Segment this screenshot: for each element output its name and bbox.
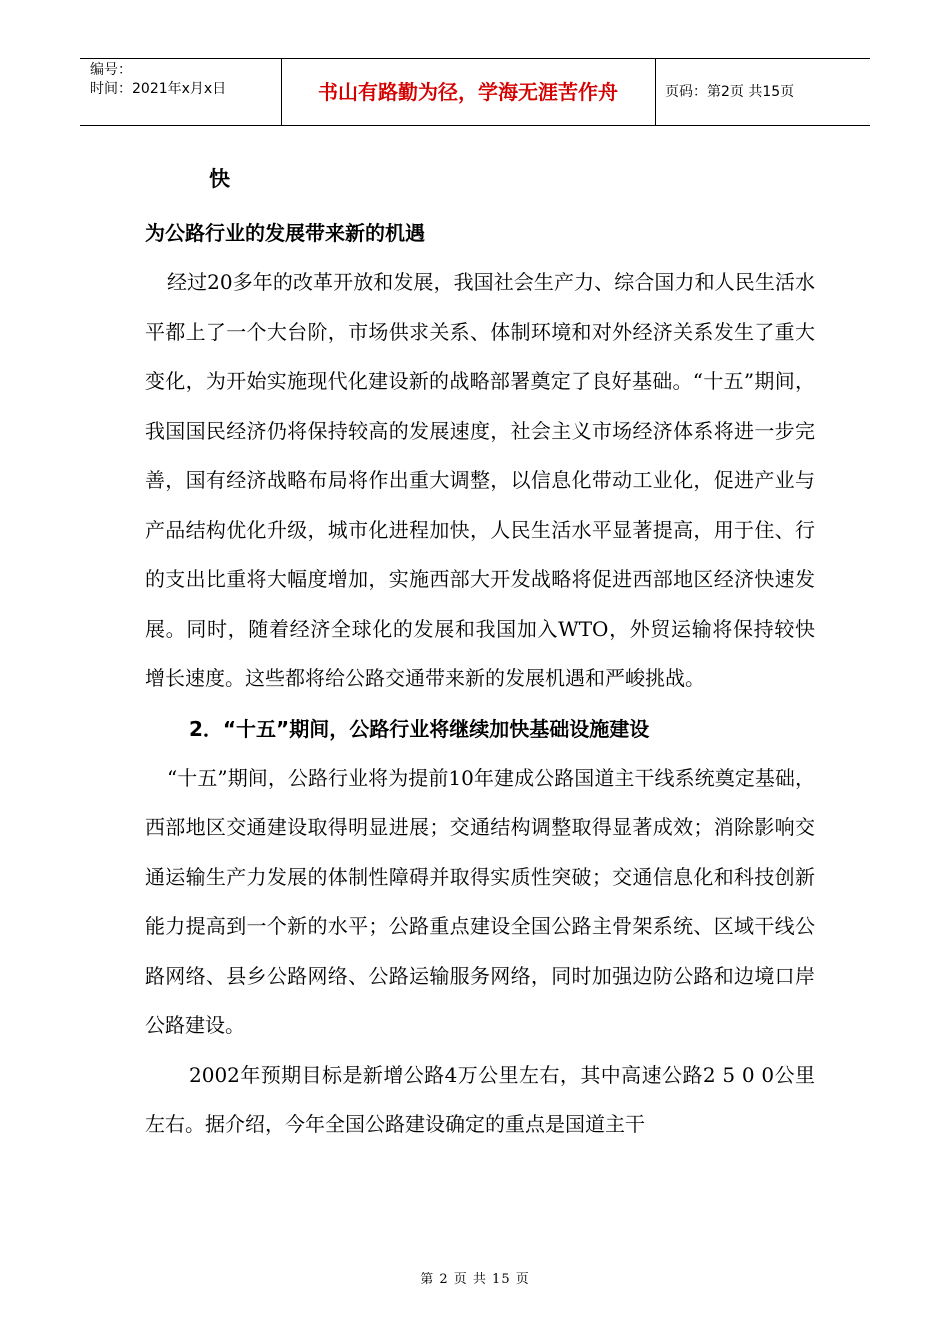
header-page-info: 页码：第2页 共15页 [665,84,795,100]
document-time-label: 时间：2021年x月x日 [90,81,227,97]
section-heading-fragment: 快 [209,167,230,191]
section-heading-opportunity: 为公路行业的发展带来新的机遇 [145,221,425,245]
header-motto: 书山有路勤为径，学海无涯苦作舟 [318,80,618,104]
header-meta [90,61,226,99]
document-number-label: 编号： [90,62,132,78]
header-divider-right [655,59,656,125]
section-heading-infrastructure: 2．“十五”期间，公路行业将继续加快基础设施建设 [189,716,650,741]
paragraph-fifteenth-plan: “十五”期间，公路行业将为提前10年建成公路国道主干线系统奠定基础，西部地区交通建设取得明显进展；交通结构调整取得显著成效；消除影响交通运输生产力发展的体制性障碍并取得实质性突破；交通信息化和科技创新能力提高到一个新的水平；公路重点建设全国公路主骨架系统、区域干线公路网络、县乡公路网络、公路运输服务网络，同时加强边防公路和边境口岸公路建设。 [145,765,815,1037]
page-header [80,58,870,126]
paragraph-economic-development: 经过20多年的改革开放和发展，我国社会生产力、综合国力和人民生活水平都上了一个大台阶，市场供求关系、体制环境和对外经济关系发生了重大变化，为开始实施现代化建设新的战略部署奠定了良好基础。“十五”期间，我国国民经济仍将保持较高的发展速度，社会主义市场经济体系将进一步完善，国有经济战略布局将作出重大调整，以信息化带动工业化，促进产业与产品结构优化升级，城市化进程加快，人民生活水平显著提高，用于住、行的支出比重将大幅度增加，实施西部大开发战略将促进西部地区经济快速发展。同时，随着经济全球化的发展和我国加入WTO，外贸运输将保持较快增长速度。这些都将给公路交通带来新的发展机遇和严峻挑战。 [145,270,815,690]
document-body [145,150,815,1150]
paragraph-2002-targets: 2002年预期目标是新增公路4万公里左右，其中高速公路2 5 0 0公里左右。据介绍，今年全国公路建设确定的重点是国道主干 [145,1062,815,1136]
page-footer: 第 2 页 共 15 页 [420,1272,530,1287]
